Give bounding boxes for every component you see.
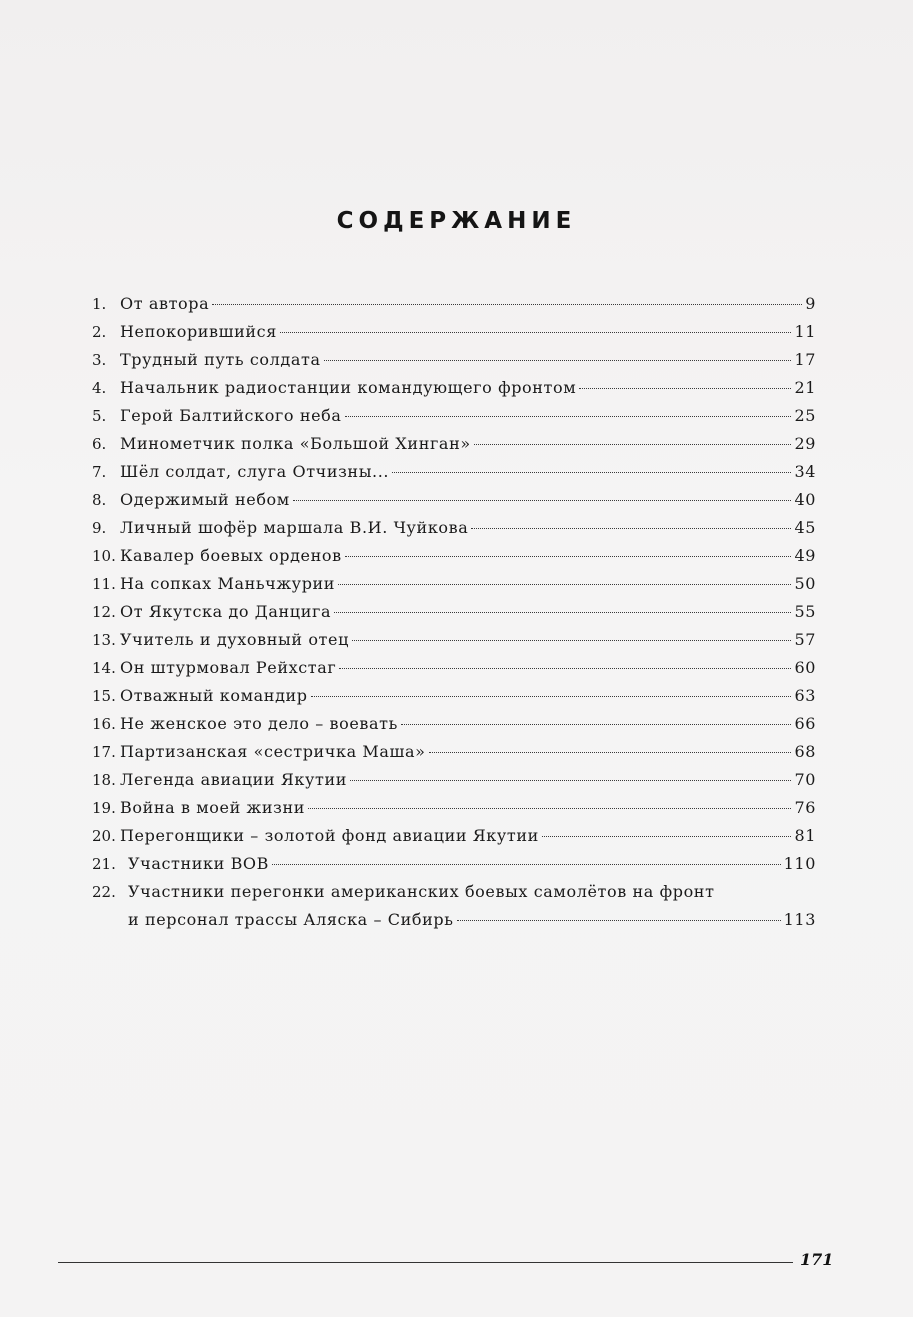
toc-entry-number: 16.	[92, 715, 116, 733]
toc-entry-number: 1.	[92, 295, 107, 313]
toc-entry	[92, 626, 816, 654]
page-number: 171	[800, 1250, 834, 1269]
toc-entry-page: 60	[794, 658, 816, 677]
toc-entry-number: 21.	[92, 855, 116, 873]
toc-entry-number: 6.	[92, 435, 107, 453]
toc-entry-number: 11.	[92, 575, 116, 593]
toc-entry-number: 8.	[92, 491, 107, 509]
toc-entry-page: 25	[794, 406, 816, 425]
toc-entry	[92, 318, 816, 346]
toc-entry	[92, 486, 816, 514]
toc-entry-page: 76	[794, 798, 816, 817]
toc-entry-page: 66	[794, 714, 816, 733]
toc-entry-number: 15.	[92, 687, 116, 705]
toc-entry-number: 14.	[92, 659, 116, 677]
toc-entry	[92, 654, 816, 682]
toc-entry-title: Кавалер боевых орденов	[120, 546, 342, 565]
toc-entry-number: 12.	[92, 603, 116, 621]
toc-entry	[92, 374, 816, 402]
toc-entry-page: 45	[794, 518, 816, 537]
toc-entry	[92, 598, 816, 626]
dot-leader	[324, 360, 792, 361]
toc-entry-title: Участники ВОВ	[128, 854, 270, 873]
toc-entry	[92, 570, 816, 598]
toc-entry-title: Легенда авиации Якутии	[120, 770, 347, 789]
toc-entry	[92, 738, 816, 766]
toc-entry-page: 50	[794, 574, 816, 593]
toc-entry-title: Герой Балтийского неба	[120, 406, 342, 425]
page-title: СОДЕРЖАНИЕ	[336, 208, 577, 234]
toc-entry-number: 5.	[92, 407, 107, 425]
dot-leader	[334, 612, 791, 613]
toc-entry-title: Непокорившийся	[120, 322, 277, 341]
toc-entry-page: 49	[794, 546, 816, 565]
toc-entry-number: 3.	[92, 351, 107, 369]
toc-entry	[92, 850, 816, 878]
toc-entry-number: 13.	[92, 631, 116, 649]
toc-entry-page: 29	[794, 434, 816, 453]
toc-entry-title: Война в моей жизни	[120, 798, 305, 817]
toc-entry-page: 81	[794, 826, 816, 845]
dot-leader	[579, 388, 791, 389]
toc-entry-page: 70	[794, 770, 816, 789]
dot-leader	[457, 920, 781, 921]
toc-entry-title: Отважный командир	[120, 686, 308, 705]
dot-leader	[542, 836, 792, 837]
toc-entry	[92, 710, 816, 738]
toc-entry-page: 68	[794, 742, 816, 761]
toc-entry-title: Начальник радиостанции командующего фронтом	[120, 378, 577, 397]
toc-entry-title-continued: и персонал трассы Аляска – Сибирь	[128, 910, 454, 929]
toc-entry-page: 57	[794, 630, 816, 649]
toc-entry	[92, 430, 816, 458]
table-of-contents	[92, 290, 816, 934]
toc-entry-number: 10.	[92, 547, 116, 565]
toc-entry	[92, 794, 816, 822]
toc-entry	[92, 682, 816, 710]
toc-entry-number: 20.	[92, 827, 116, 845]
toc-entry	[92, 542, 816, 570]
toc-entry-title: Перегонщики – золотой фонд авиации Якутии	[120, 826, 539, 845]
dot-leader	[339, 668, 791, 669]
toc-entry	[92, 822, 816, 850]
dot-leader	[293, 500, 792, 501]
dot-leader	[474, 444, 792, 445]
toc-entry-number: 22.	[92, 883, 116, 901]
dot-leader	[471, 528, 791, 529]
toc-entry	[92, 766, 816, 794]
toc-entry-title: На сопках Маньчжурии	[120, 574, 336, 593]
toc-entry-title: Шёл солдат, слуга Отчизны...	[120, 462, 390, 481]
toc-entry-number: 17.	[92, 743, 116, 761]
toc-entry-title: Личный шофёр маршала В.И. Чуйкова	[120, 518, 469, 537]
toc-entry-page: 9	[805, 294, 816, 313]
toc-entry-page: 21	[794, 378, 816, 397]
toc-entry	[92, 402, 816, 430]
toc-entry-title: Одержимый небом	[120, 490, 290, 509]
toc-entry-title: Учитель и духовный отец	[120, 630, 349, 649]
toc-entry	[92, 878, 816, 934]
toc-entry-page: 63	[794, 686, 816, 705]
toc-entry	[92, 458, 816, 486]
toc-entry-title: Не женское это дело – воевать	[120, 714, 398, 733]
dot-leader	[212, 304, 802, 305]
toc-entry-title: Трудный путь солдата	[120, 350, 321, 369]
toc-entry-title: Он штурмовал Рейхстаг	[120, 658, 337, 677]
toc-entry-number: 7.	[92, 463, 107, 481]
toc-entry-page: 55	[794, 602, 816, 621]
toc-entry-page: 17	[794, 350, 816, 369]
toc-entry-number: 4.	[92, 379, 107, 397]
dot-leader	[350, 780, 791, 781]
footer-rule	[58, 1262, 793, 1263]
toc-entry-page: 110	[783, 854, 816, 873]
toc-entry-number: 18.	[92, 771, 116, 789]
dot-leader	[280, 332, 792, 333]
dot-leader	[308, 808, 791, 809]
dot-leader	[429, 752, 792, 753]
toc-entry-number: 9.	[92, 519, 107, 537]
toc-entry-title: От автора	[120, 294, 210, 313]
dot-leader	[272, 864, 781, 865]
toc-entry-line	[92, 906, 816, 934]
toc-entry-page: 34	[794, 462, 816, 481]
toc-entry	[92, 514, 816, 542]
toc-entry-title: Партизанская «сестричка Маша»	[120, 742, 426, 761]
dot-leader	[401, 724, 791, 725]
toc-entry-title: От Якутска до Данцига	[120, 602, 332, 621]
toc-entry-page: 40	[794, 490, 816, 509]
dot-leader	[392, 472, 791, 473]
toc-entry-line	[92, 878, 816, 906]
dot-leader	[338, 584, 791, 585]
toc-entry-page: 11	[794, 322, 816, 341]
toc-entry-title: Минометчик полка «Большой Хинган»	[120, 434, 471, 453]
toc-entry	[92, 290, 816, 318]
toc-entry-page: 113	[783, 910, 816, 929]
dot-leader	[352, 640, 791, 641]
toc-entry-number: 19.	[92, 799, 116, 817]
toc-entry-number: 2.	[92, 323, 107, 341]
dot-leader	[345, 556, 792, 557]
toc-entry	[92, 346, 816, 374]
toc-entry-title: Участники перегонки американских боевых самолётов на фронт	[128, 882, 715, 901]
dot-leader	[345, 416, 792, 417]
dot-leader	[311, 696, 792, 697]
